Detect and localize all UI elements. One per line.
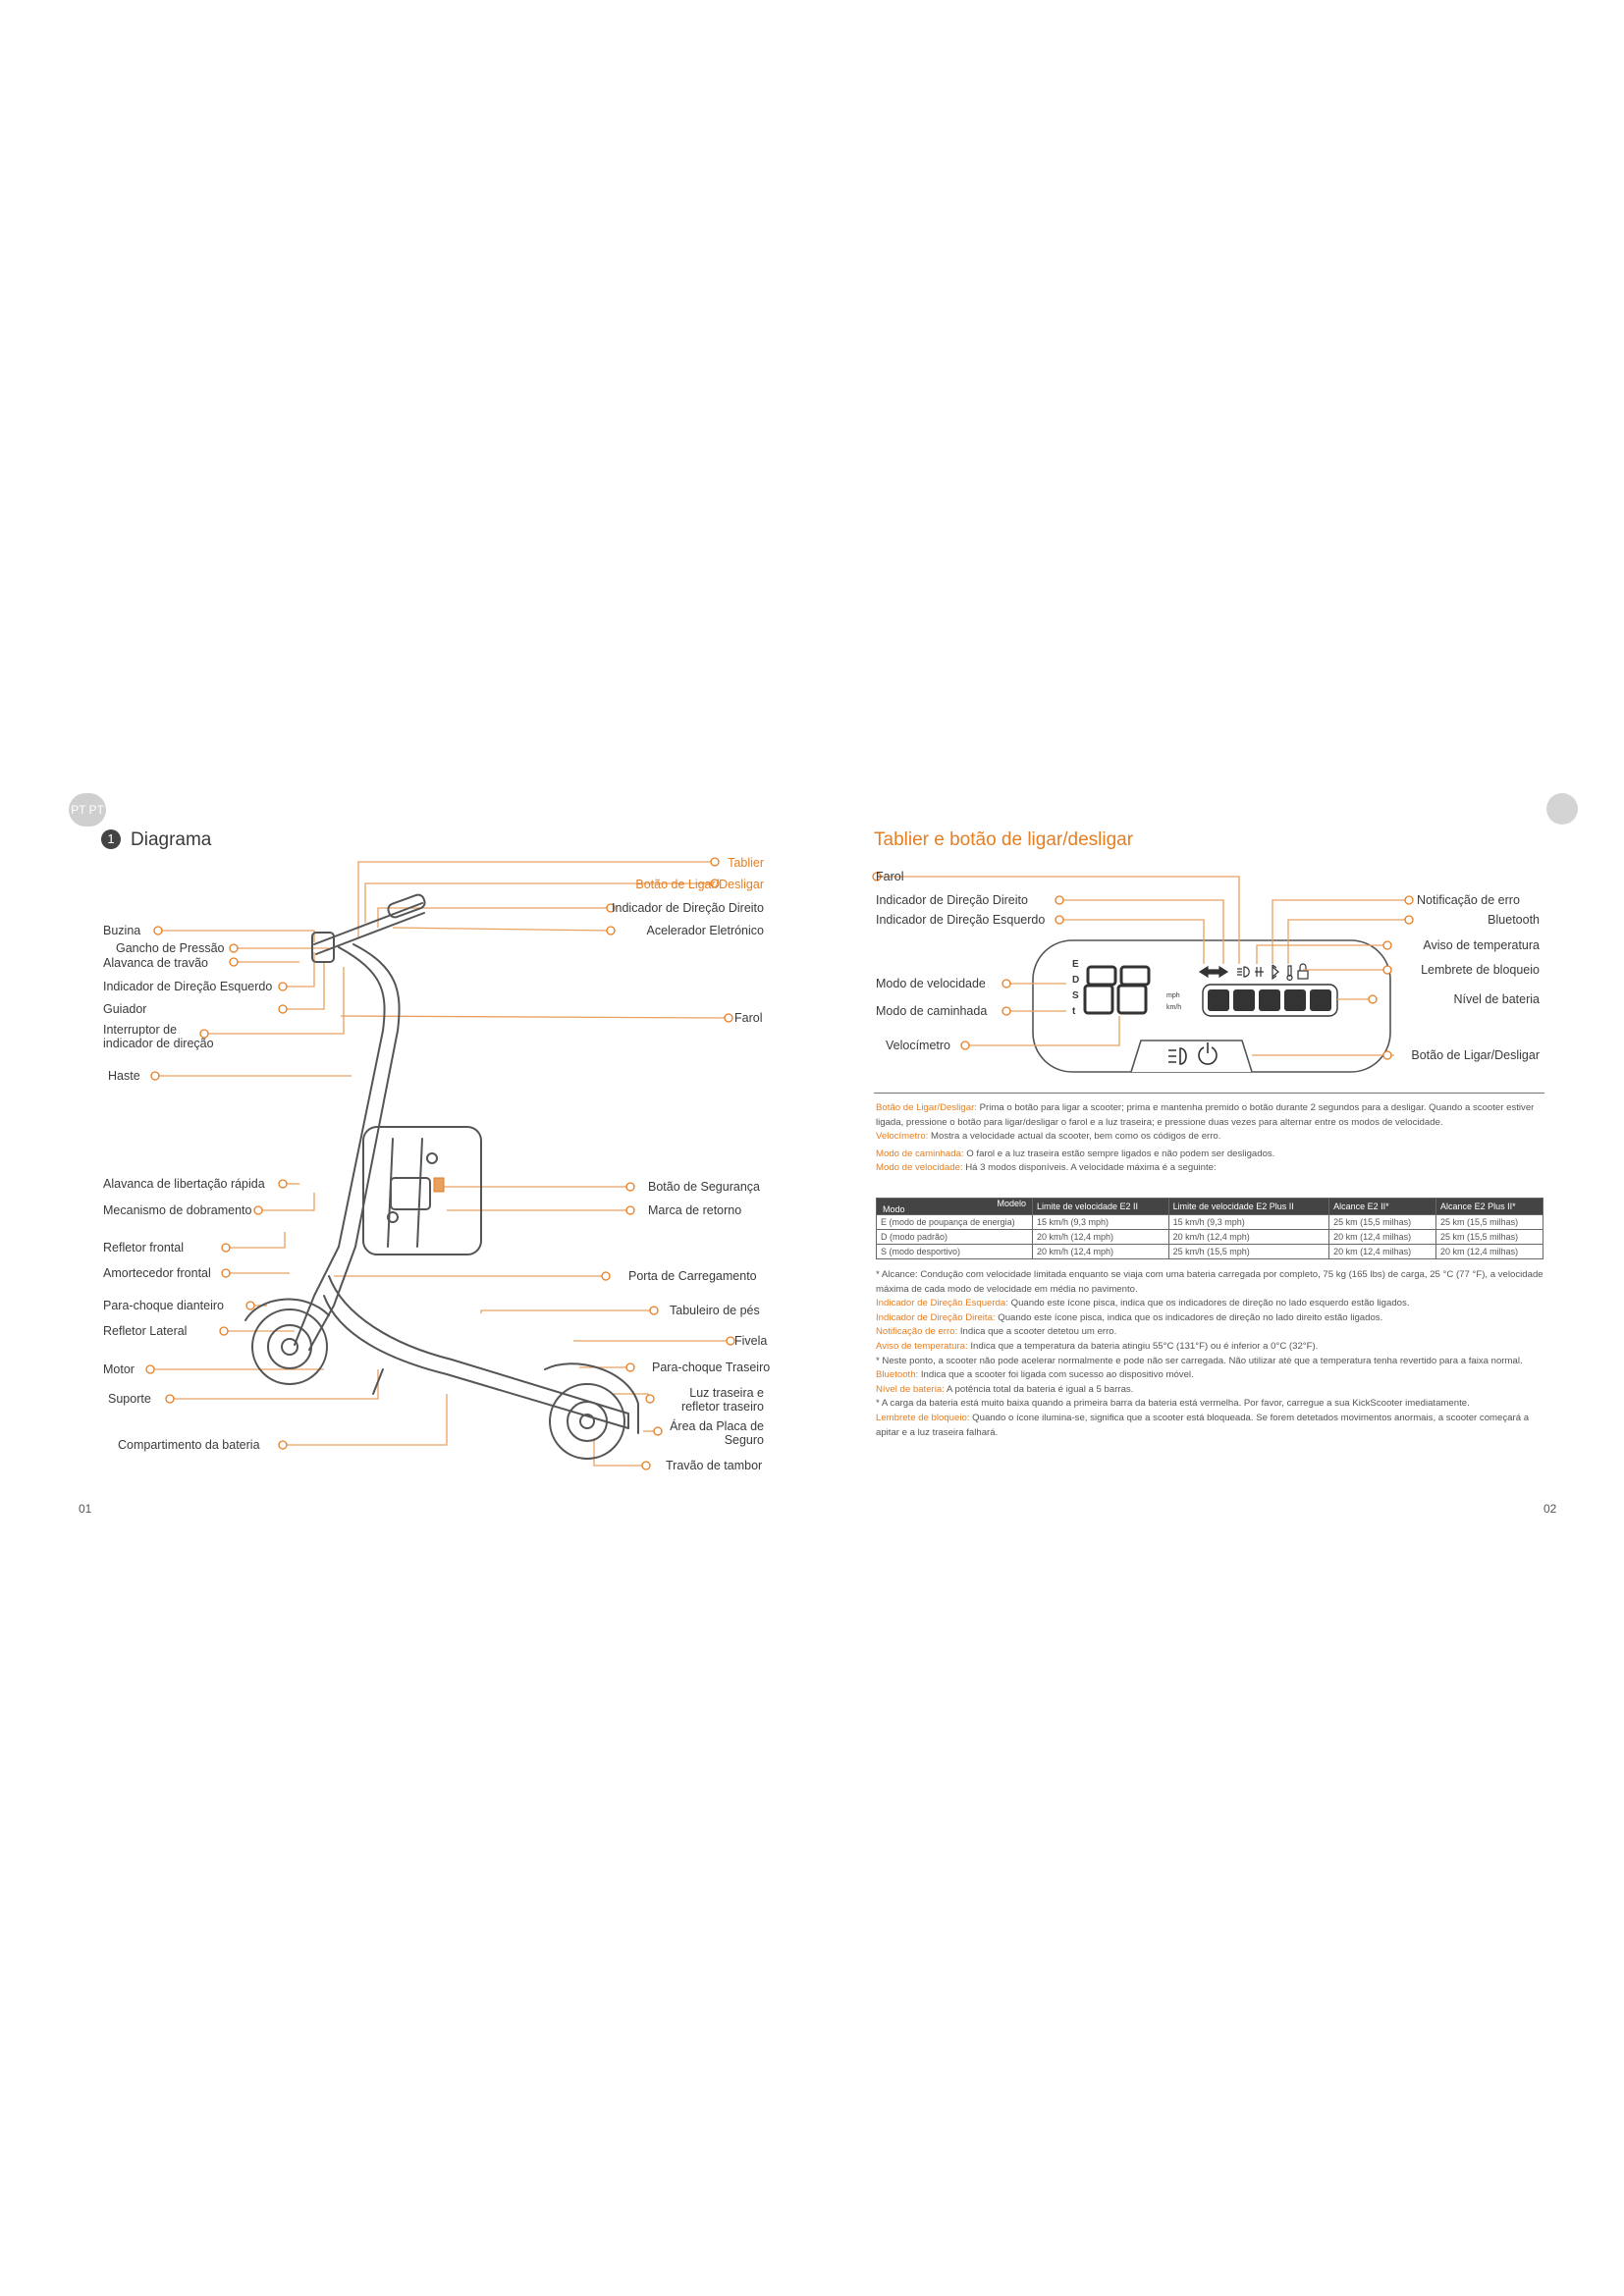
label-alavanca-libertacao: Alavanca de libertação rápida [103,1177,265,1191]
display-mode-d: D [1072,975,1080,986]
display-mode-t: t [1072,1006,1076,1017]
desc-aviso-temperatura: Aviso de temperatura: Indica que a temperatura da bateria atingiu 55°C (131°F) ou é inferior a 0°C (32°F). [876,1340,1319,1352]
desc-botao-ligar: Botão de Ligar/Desligar: Prima o botão para ligar a scooter; prima e mantenha premido o botão durante 2 segundos para a desligar. Quando a scooter estiver ligada, pressione o botão para ligar/desligar o farol e a luz traseira; e pressione duas vezes para alternar entre os modos de velocidade. [876,1102,1535,1128]
desc-lembrete-bloqueio: Lembrete de bloqueio: Quando o ícone ilumina-se, significa que a scooter está bloqueada. Se forem detetados movimentos anormais, a scooter começará a apitar e a luz traseira falhará. [876,1412,1530,1438]
desc-nivel-bateria: Nível de bateria: A potência total da bateria é igual a 5 barras. [876,1383,1134,1395]
table-cell-mode: D (modo padrão) [877,1230,1033,1245]
label-refletor-lateral: Refletor Lateral [103,1324,188,1338]
table-cell: 15 km/h (9,3 mph) [1168,1215,1328,1230]
label-ind-dir-direito: Indicador de Direção Direito [612,901,764,915]
label-luz-traseira-2: refletor traseiro [680,1400,764,1414]
label-botao-ligar: Botão de Ligar/Desligar [635,878,764,891]
table-row [877,1215,1543,1230]
label-rp-bluetooth: Bluetooth [1488,913,1540,927]
label-acelerador: Acelerador Eletrónico [646,924,764,937]
label-botao-seguranca: Botão de Segurança [648,1180,760,1194]
table-header-corner: Modelo Modo [877,1199,1033,1215]
table-cell: 25 km (15,5 milhas) [1436,1215,1543,1230]
label-refletor-frontal: Refletor frontal [103,1241,184,1255]
label-farol: Farol [734,1011,763,1025]
label-porta-carregamento: Porta de Carregamento [628,1269,757,1283]
label-parachoque-traseiro: Para-choque Traseiro [652,1361,771,1374]
display-mode-e: E [1072,959,1079,970]
label-rp-farol: Farol [876,870,904,883]
table-cell: 25 km (15,5 milhas) [1329,1215,1436,1230]
desc-temperatura-nota: * Neste ponto, a scooter não pode acelerar normalmente e pode não ser carregada. Não utilizar até que a temperatura tenha revertido para a faixa normal. [876,1355,1523,1366]
label-luz-traseira-1: Luz traseira e [689,1386,764,1400]
label-tablier: Tablier [728,856,764,870]
label-rp-lembrete-bloqueio: Lembrete de bloqueio [1421,963,1540,977]
desc-modo-velocidade: Modo de velocidade: Há 3 modos disponíveis. A velocidade máxima é a seguinte: [876,1162,1217,1174]
section-number: 1 [101,829,121,849]
speed-table [876,1198,1543,1259]
desc-ind-esquerda: Indicador de Direção Esquerda: Quando este ícone pisca, indica que os indicadores de direção no lado esquerdo estão ligados. [876,1298,1410,1309]
page-number-right: 02 [1543,1502,1557,1516]
desc-bluetooth: Bluetooth: Indica que a scooter foi ligada com sucesso ao dispositivo móvel. [876,1369,1194,1381]
label-parachoque-dianteiro: Para-choque dianteiro [103,1299,224,1312]
display-mode-s: S [1072,990,1079,1001]
table-cell: 20 km/h (12,4 mph) [1033,1245,1169,1259]
page-number-left: 01 [79,1502,92,1516]
table-row [877,1230,1543,1245]
language-tag: PT PT [69,793,106,827]
display-unit-kmh: km/h [1166,1004,1182,1011]
description-bottom [876,1268,1543,1440]
label-area-placa-2: Seguro [724,1433,764,1447]
table-cell: 25 km (15,5 milhas) [1436,1230,1543,1245]
desc-ind-direita: Indicador de Direção Direita: Quando este ícone pisca, indica que os indicadores de direção no lado direito estão ligados. [876,1311,1383,1323]
label-rp-nivel-bateria: Nível de bateria [1453,992,1540,1006]
table-cell: 25 km/h (15,5 mph) [1168,1245,1328,1259]
label-fivela: Fivela [734,1334,768,1348]
label-buzina: Buzina [103,924,141,937]
table-cell: 20 km/h (12,4 mph) [1033,1230,1169,1245]
table-header-row [877,1199,1543,1215]
label-guiador: Guiador [103,1002,147,1016]
label-interruptor-1: Interruptor de [103,1023,178,1037]
label-motor: Motor [103,1362,135,1376]
table-cell-mode: S (modo desportivo) [877,1245,1033,1259]
table-header-cell: Limite de velocidade E2 Plus II [1168,1199,1328,1215]
table-cell: 20 km (12,4 milhas) [1329,1245,1436,1259]
table-cell: 20 km (12,4 milhas) [1436,1245,1543,1259]
table-cell: 20 km/h (12,4 mph) [1168,1230,1328,1245]
label-suporte: Suporte [108,1392,151,1406]
label-tabuleiro: Tabuleiro de pés [670,1304,760,1317]
label-ind-dir-esquerdo: Indicador de Direção Esquerdo [103,980,273,993]
desc-alcance: * Alcance: Condução com velocidade limitada enquanto se viaja com uma bateria carregada por completo, 75 kg (165 lbs) de carga, 25 °C (77 °F), a velocidade máxima de cada modo de velocidade em média no pavimento. [876,1269,1543,1295]
label-rp-aviso-temperatura: Aviso de temperatura [1423,938,1540,952]
label-area-placa-1: Área da Placa de [670,1419,764,1433]
desc-notificacao-erro: Notificação de erro: Indica que a scooter detetou um erro. [876,1326,1117,1338]
table-header-cell: Alcance E2 Plus II* [1436,1199,1543,1215]
table-cell-mode: E (modo de poupança de energia) [877,1215,1033,1230]
display-digits [1157,962,1158,976]
desc-bateria-nota: * A carga da bateria está muito baixa quando a primeira barra da bateria está vermelha. Por favor, carregue a sua KickScooter imediatamente. [876,1398,1470,1410]
label-gancho: Gancho de Pressão [116,941,225,955]
table-cell: 20 km (12,4 milhas) [1329,1230,1436,1245]
label-rp-notificacao-erro: Notificação de erro [1417,893,1520,907]
label-marca-retorno: Marca de retorno [648,1203,742,1217]
label-haste: Haste [108,1069,140,1083]
table-header-cell: Alcance E2 II* [1329,1199,1436,1215]
label-amortecedor: Amortecedor frontal [103,1266,211,1280]
label-rp-ind-dir-direito: Indicador de Direção Direito [876,893,1028,907]
label-rp-velocimetro: Velocímetro [886,1039,951,1052]
label-rp-botao-ligar: Botão de Ligar/Desligar [1411,1048,1540,1062]
label-interruptor-2: indicador de direção [103,1037,214,1050]
table-header-cell: Limite de velocidade E2 II [1033,1199,1169,1215]
description-top [876,1101,1543,1176]
label-alavanca-travao: Alavanca de travão [103,956,209,970]
label-compartimento: Compartimento da bateria [118,1438,260,1452]
label-mecanismo: Mecanismo de dobramento [103,1203,252,1217]
section-title-tablier: Tablier e botão de ligar/desligar [874,829,1134,850]
table-cell: 15 km/h (9,3 mph) [1033,1215,1169,1230]
divider [874,1093,1544,1094]
label-rp-modo-velocidade: Modo de velocidade [876,977,986,990]
label-rp-modo-caminhada: Modo de caminhada [876,1004,988,1018]
desc-modo-caminhada: Modo de caminhada: O farol e a luz traseira estão sempre ligados e não podem ser desligados. [876,1148,1275,1159]
section-title-text: Diagrama [131,829,212,850]
table-row [877,1245,1543,1259]
display-unit-mph: mph [1166,992,1180,999]
desc-velocimetro: Velocímetro: Mostra a velocidade actual da scooter, bem como os códigos de erro. [876,1131,1221,1143]
label-rp-ind-dir-esquerdo: Indicador de Direção Esquerdo [876,913,1046,927]
label-travao-tambor: Travão de tambor [666,1459,763,1472]
